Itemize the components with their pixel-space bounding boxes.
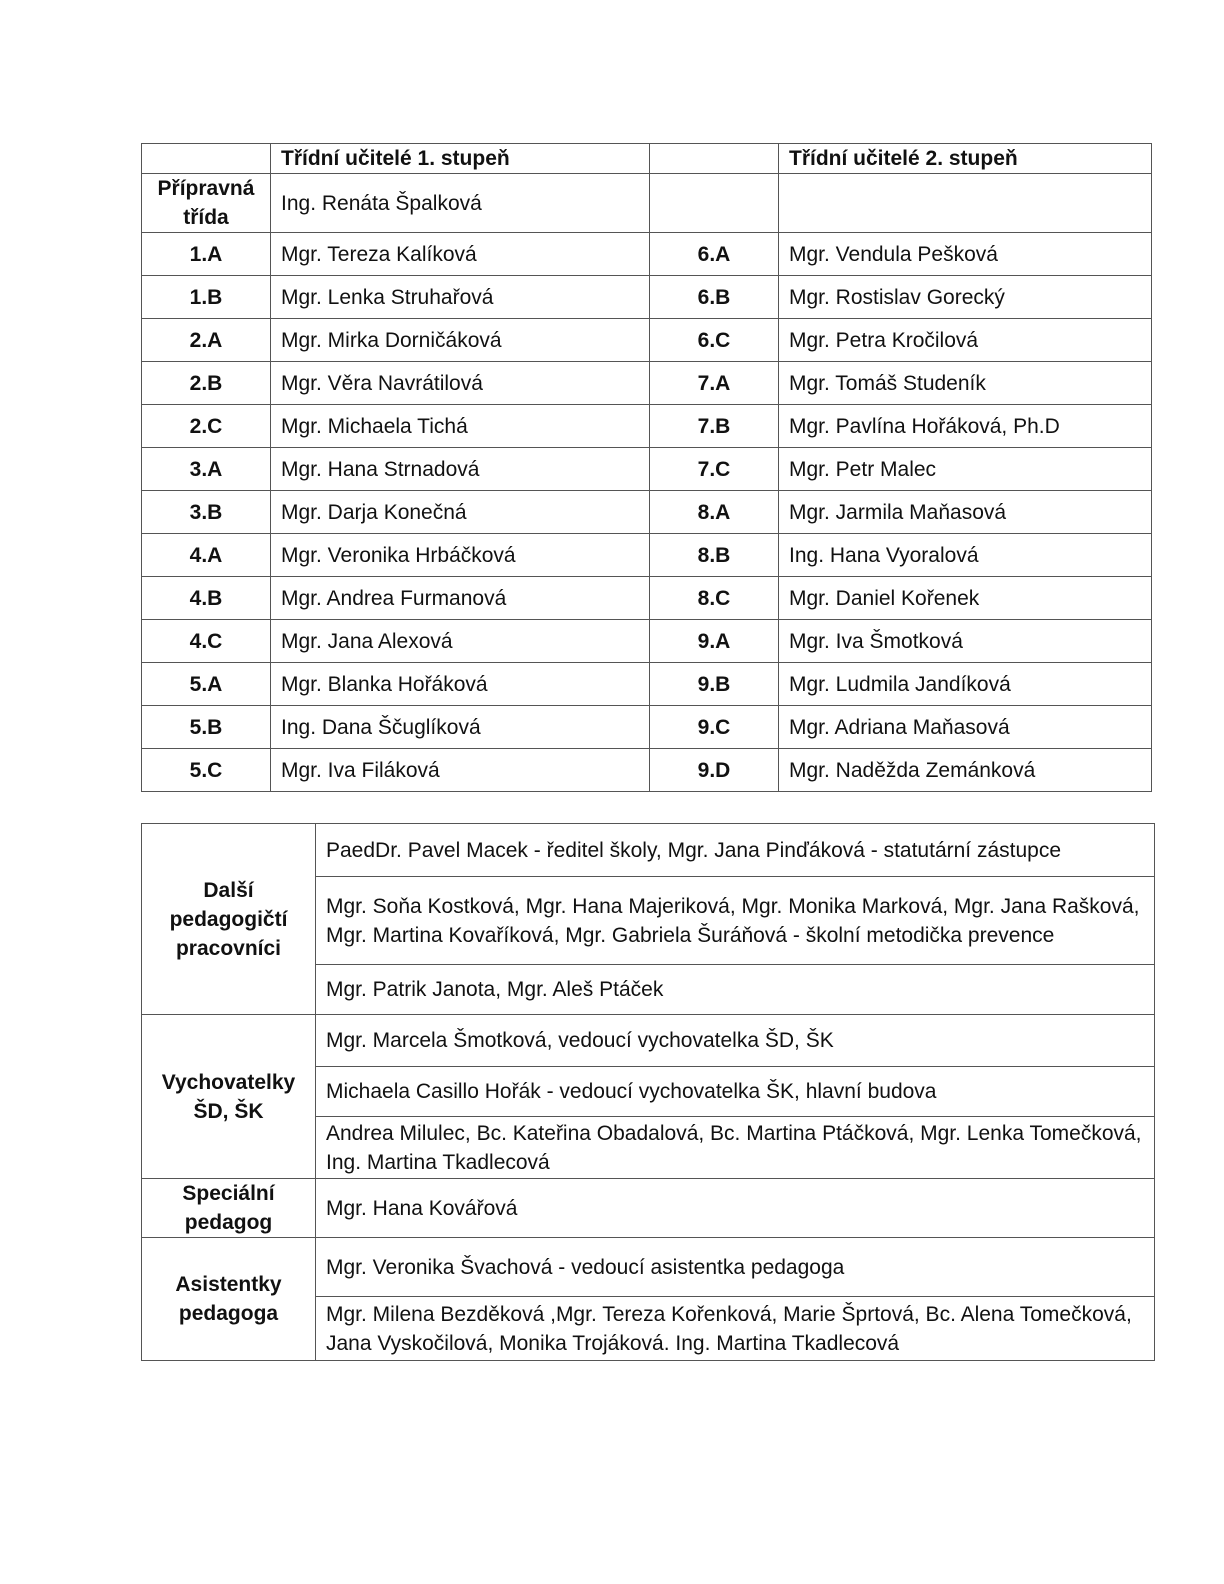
teacher-first-stage: Mgr. Věra Navrátilová (271, 362, 650, 405)
empty-cell (650, 144, 779, 174)
teacher-second-stage: Ing. Hana Vyoralová (779, 534, 1152, 577)
empty-cell (142, 144, 271, 174)
class-label-second-stage: 9.C (650, 706, 779, 749)
staff-cell: Mgr. Marcela Šmotková, vedoucí vychovatelka ŠD, ŠK (316, 1015, 1155, 1067)
staff-cell: Mgr. Hana Kovářová (316, 1179, 1155, 1238)
teacher-first-stage: Mgr. Blanka Hořáková (271, 663, 650, 706)
class-label-first-stage: 5.B (142, 706, 271, 749)
teacher-first-stage: Ing. Dana Ščuglíková (271, 706, 650, 749)
table-row (142, 174, 1152, 233)
class-label-second-stage: 8.C (650, 577, 779, 620)
table-row (142, 824, 1155, 877)
class-label-second-stage: 8.B (650, 534, 779, 577)
header-first-stage: Třídní učitelé 1. stupeň (271, 144, 650, 174)
table-row (142, 663, 1152, 706)
class-label-first-stage: 2.B (142, 362, 271, 405)
class-label-first-stage: 1.B (142, 276, 271, 319)
teacher-first-stage: Mgr. Mirka Dorničáková (271, 319, 650, 362)
class-label-second-stage: 7.C (650, 448, 779, 491)
table-row (142, 1179, 1155, 1238)
table-row (142, 405, 1152, 448)
teacher-first-stage: Mgr. Veronika Hrbáčková (271, 534, 650, 577)
class-label-first-stage: 4.B (142, 577, 271, 620)
teacher-first-stage: Mgr. Michaela Tichá (271, 405, 650, 448)
group-label-special: Speciální pedagog (142, 1179, 316, 1238)
teacher-second-stage: Mgr. Adriana Maňasová (779, 706, 1152, 749)
table-row (142, 577, 1152, 620)
teacher-second-stage: Mgr. Petr Malec (779, 448, 1152, 491)
teacher-first-stage: Mgr. Darja Konečná (271, 491, 650, 534)
table-row (142, 706, 1152, 749)
staff-cell: Mgr. Patrik Janota, Mgr. Aleš Ptáček (316, 965, 1155, 1015)
empty-cell (650, 174, 779, 233)
teacher-second-stage: Mgr. Jarmila Maňasová (779, 491, 1152, 534)
class-label-second-stage: 6.B (650, 276, 779, 319)
table-header-row (142, 144, 1152, 174)
group-label-educators: Vychovatelky ŠD, ŠK (142, 1015, 316, 1179)
class-label-second-stage: 9.D (650, 749, 779, 792)
prep-class-label: Přípravná třída (142, 174, 271, 233)
teacher-second-stage: Mgr. Pavlína Hořáková, Ph.D (779, 405, 1152, 448)
class-label-second-stage: 7.B (650, 405, 779, 448)
table-row (142, 620, 1152, 663)
teacher-first-stage: Mgr. Iva Filáková (271, 749, 650, 792)
class-label-second-stage: 9.A (650, 620, 779, 663)
table-row (142, 233, 1152, 276)
teacher-second-stage: Mgr. Vendula Pešková (779, 233, 1152, 276)
table-row (142, 1238, 1155, 1297)
prep-class-teacher: Ing. Renáta Špalková (271, 174, 650, 233)
class-label-first-stage: 5.A (142, 663, 271, 706)
empty-cell (779, 174, 1152, 233)
table-row (142, 276, 1152, 319)
class-label-first-stage: 2.C (142, 405, 271, 448)
teacher-first-stage: Mgr. Lenka Struhařová (271, 276, 650, 319)
staff-cell: Andrea Milulec, Bc. Kateřina Obadalová, Bc. Martina Ptáčková, Mgr. Lenka Tomečková, Ing. Martina Tkadlecová (316, 1117, 1155, 1179)
table-row (142, 749, 1152, 792)
class-rows (142, 233, 1152, 792)
teacher-second-stage: Mgr. Petra Kročilová (779, 319, 1152, 362)
staff-cell: Michaela Casillo Hořák - vedoucí vychovatelka ŠK, hlavní budova (316, 1067, 1155, 1117)
class-label-first-stage: 5.C (142, 749, 271, 792)
teacher-second-stage: Mgr. Tomáš Studeník (779, 362, 1152, 405)
class-label-second-stage: 8.A (650, 491, 779, 534)
staff-table (141, 823, 1155, 1361)
table-row (142, 319, 1152, 362)
table-row (142, 534, 1152, 577)
class-label-first-stage: 4.C (142, 620, 271, 663)
class-label-second-stage: 7.A (650, 362, 779, 405)
teacher-second-stage: Mgr. Ludmila Jandíková (779, 663, 1152, 706)
staff-cell: Mgr. Milena Bezděková ,Mgr. Tereza Kořenková, Marie Šprtová, Bc. Alena Tomečková, Jana Vyskočilová, Monika Trojáková. Ing. Martina Tkadlecová (316, 1297, 1155, 1361)
class-label-first-stage: 2.A (142, 319, 271, 362)
class-label-second-stage: 6.C (650, 319, 779, 362)
group-label-other-teachers: Další pedagogičtí pracovníci (142, 824, 316, 1015)
teacher-second-stage: Mgr. Naděžda Zemánková (779, 749, 1152, 792)
table-row (142, 362, 1152, 405)
teacher-first-stage: Mgr. Hana Strnadová (271, 448, 650, 491)
staff-cell: Mgr. Soňa Kostková, Mgr. Hana Majeriková, Mgr. Monika Marková, Mgr. Jana Rašková, Mgr. Martina Kovaříková, Mgr. Gabriela Šuráňová - školní metodička prevence (316, 877, 1155, 965)
header-second-stage: Třídní učitelé 2. stupeň (779, 144, 1152, 174)
teacher-second-stage: Mgr. Daniel Kořenek (779, 577, 1152, 620)
class-label-second-stage: 6.A (650, 233, 779, 276)
class-teachers-table (141, 143, 1152, 792)
class-label-first-stage: 3.A (142, 448, 271, 491)
teacher-first-stage: Mgr. Jana Alexová (271, 620, 650, 663)
class-label-second-stage: 9.B (650, 663, 779, 706)
staff-cell: PaedDr. Pavel Macek - ředitel školy, Mgr. Jana Pinďáková - statutární zástupce (316, 824, 1155, 877)
teacher-first-stage: Mgr. Andrea Furmanová (271, 577, 650, 620)
class-label-first-stage: 4.A (142, 534, 271, 577)
teacher-second-stage: Mgr. Rostislav Gorecký (779, 276, 1152, 319)
staff-cell: Mgr. Veronika Švachová - vedoucí asistentka pedagoga (316, 1238, 1155, 1297)
table-row (142, 448, 1152, 491)
class-label-first-stage: 1.A (142, 233, 271, 276)
table-row (142, 491, 1152, 534)
group-label-assistants: Asistentky pedagoga (142, 1238, 316, 1361)
teacher-first-stage: Mgr. Tereza Kalíková (271, 233, 650, 276)
table-row (142, 1015, 1155, 1067)
class-label-first-stage: 3.B (142, 491, 271, 534)
teacher-second-stage: Mgr. Iva Šmotková (779, 620, 1152, 663)
